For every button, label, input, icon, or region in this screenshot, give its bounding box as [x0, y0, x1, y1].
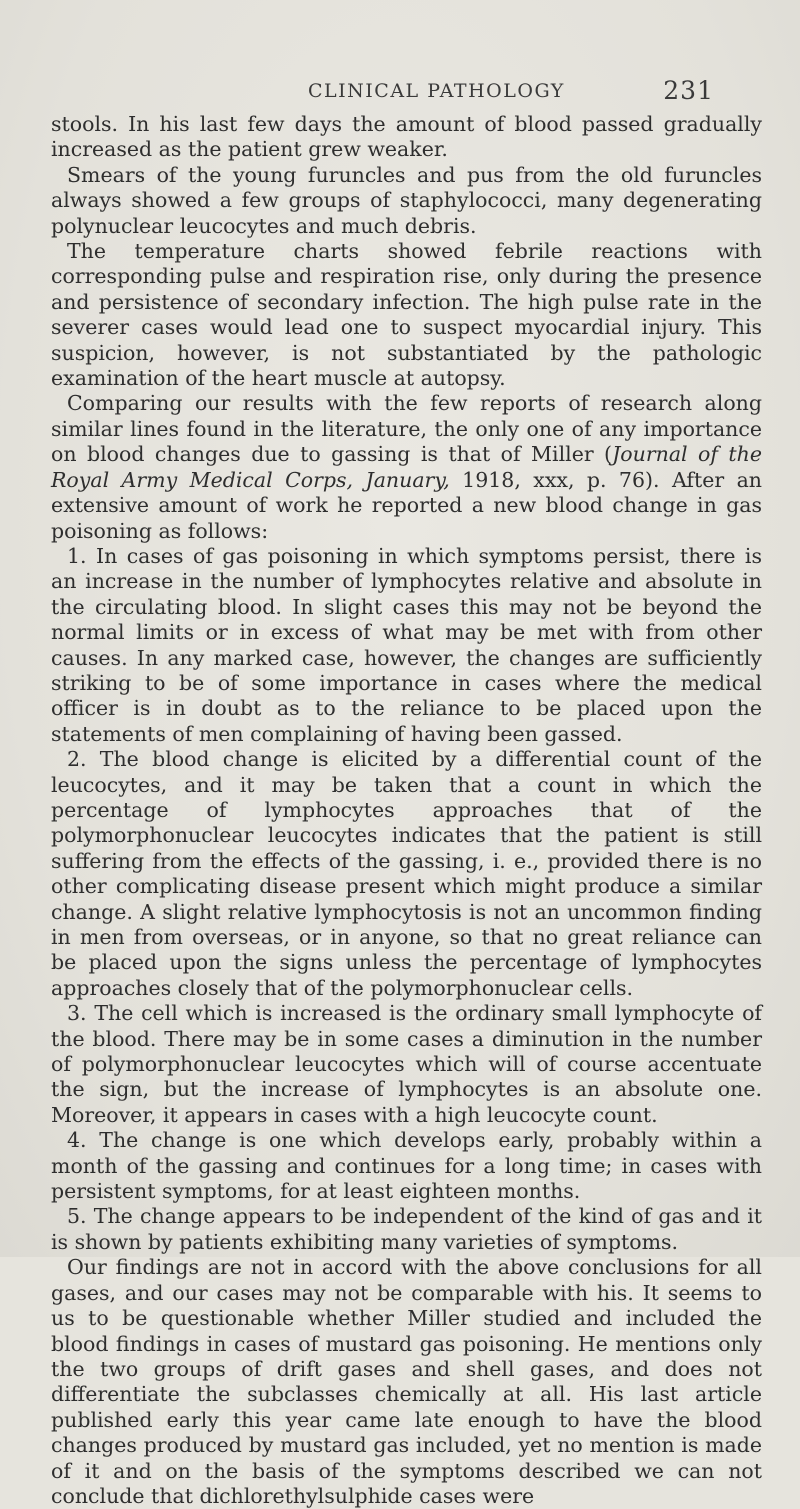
list-item-3: 3. The cell which is increased is the ordinary small lymphocyte of the blood. There may be in some cases a diminution in the number of polymorphonuclear leucocytes which will of course accentuate the sign, but the increase of lymphocytes is an absolute one. Moreover, it appears in cases with a high leucocyte count. — [51, 1001, 762, 1127]
paragraph-comparing-text: Comparing our results with the few reports of research along similar lines found in the literature, the only one of any importance on blood changes due to gassing is that of Miller ( — [51, 391, 762, 467]
list-item-4: 4. The change is one which develops early, probably within a month of the gassing and continues for a long time; in cases with persistent symptoms, for at least eighteen months. — [51, 1128, 762, 1204]
paragraph-temperature: The temperature charts showed febrile reactions with corresponding pulse and respiration rise, only during the presence and persistence of secondary infection. The high pulse rate in the severer cases would lead one to suspect myocardial injury. This suspicion, however, is not substantiated by the pathologic examination of the heart muscle at autopsy. — [51, 239, 762, 391]
running-head-title: CLINICAL PATHOLOGY — [308, 80, 565, 102]
paragraph-smears: Smears of the young furuncles and pus from the old furuncles always showed a few groups of staphylococci, many degenerating polynuclear leucocytes and much debris. — [51, 162, 762, 238]
list-item-1: 1. In cases of gas poisoning in which symptoms persist, there is an increase in the number of lymphocytes relative and absolute in the circulating blood. In slight cases this may not be beyond the normal limits or in excess of what may be met with from other causes. In any marked case, however, the changes are sufficiently striking to be of some importance in cases where the medical officer is in doubt as to the reliance to be placed upon the statements of men complaining of having been gassed. — [51, 543, 762, 746]
body-text — [51, 112, 762, 1509]
paragraph-comparing-text-end: 1918, xxx, p. 76). After an extensive amount of work he reported a new blood change in gas poisoning as follows: — [51, 467, 762, 543]
journal-citation: Journal of the Royal Army Medical Corps, January, — [51, 442, 762, 492]
paragraph-comparing — [51, 391, 762, 543]
paragraph-our-findings: Our findings are not in accord with the above conclusions for all gases, and our cases may not be comparable with his. It seems to us to be questionable whether Miller studied and included the blood findings in cases of mustard gas poisoning. He mentions only the two groups of drift gases and shell gases, and does not differentiate the subclasses chemically at all. His last article published early this year came late enough to have the blood changes produced by mustard gas included, yet no mention is made of it and on the basis of the symptoms described we can not conclude that dichlorethylsulphide cases were — [51, 1255, 762, 1508]
running-head — [0, 76, 800, 108]
list-item-5: 5. The change appears to be independent of the kind of gas and it is shown by patients exhibiting many varieties of symptoms. — [51, 1204, 762, 1254]
paragraph-continuation: stools. In his last few days the amount of blood passed gradually increased as the patient grew weaker. — [51, 112, 762, 162]
list-item-2: 2. The blood change is elicited by a differential count of the leucocytes, and it may be taken that a count in which the percentage of lymphocytes approaches that of the polymorphonuclear leucocytes indicates that the patient is still suffering from the effects of the gassing, i. e., provided there is no other complicating disease present which might produce a similar change. A slight relative lymphocytosis is not an uncommon finding in men from overseas, or in anyone, so that no great reliance can be placed upon the signs unless the percentage of lymphocytes approaches closely that of the polymorphonuclear cells. — [51, 747, 762, 1000]
page-number: 231 — [663, 76, 714, 105]
